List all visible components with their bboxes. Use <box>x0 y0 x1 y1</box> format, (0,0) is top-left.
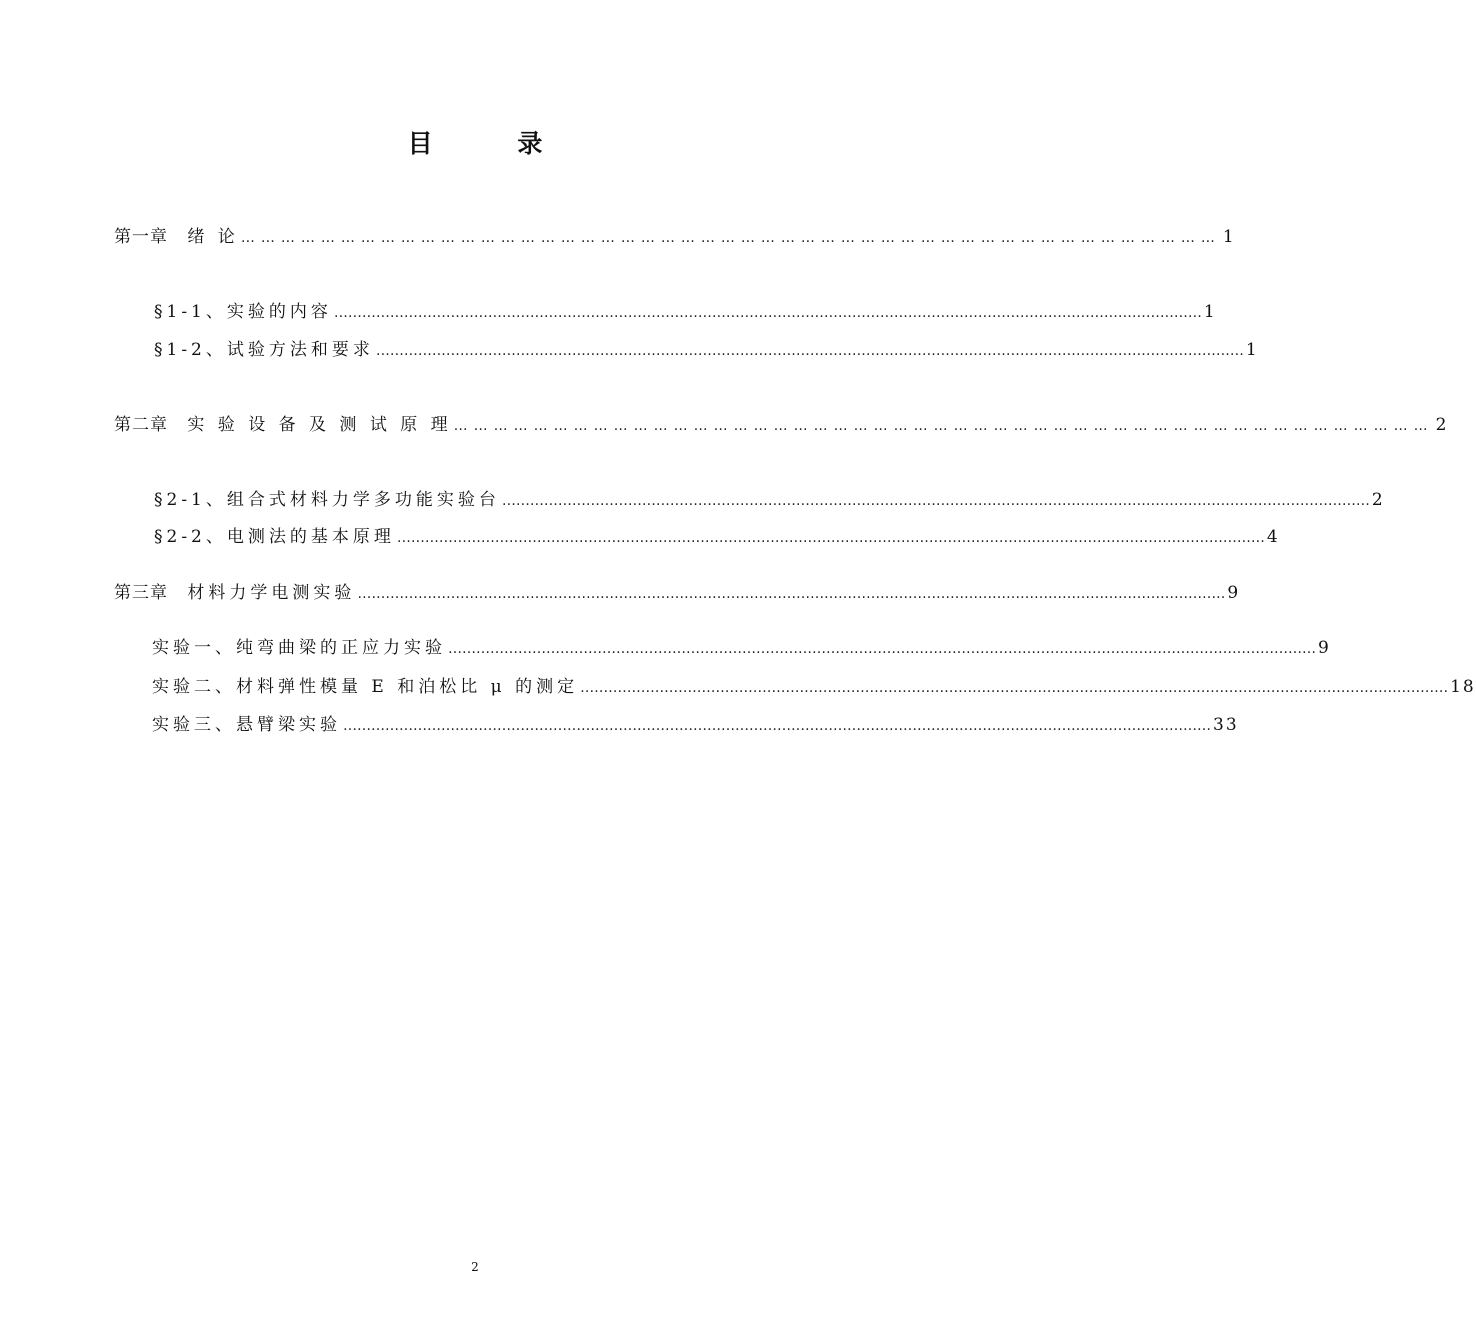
section-title: §2-1、组合式材料力学多功能实验台 <box>154 490 500 510</box>
page-number: 9 <box>1318 638 1331 658</box>
section-title: §1-2、试验方法和要求 <box>154 340 374 360</box>
chapter-title: 材料力学电测实验 <box>187 583 356 603</box>
page-number: 33 <box>1213 715 1239 735</box>
footer-page-number: 2 <box>471 1260 479 1274</box>
experiment-title: 实验二、材料弹性模量 E 和泊松比 μ 的测定 <box>152 677 579 697</box>
section-title: §1-1、实验的内容 <box>154 302 332 322</box>
page-number: 4 <box>1266 527 1280 547</box>
page-number: 1 <box>1245 340 1259 360</box>
dot-leader: …………………………………………………………………………………………………………………………………………………………………… <box>448 641 1316 657</box>
toc-entry-experiment-1[interactable] <box>152 633 1331 658</box>
toc-entry-chapter-2[interactable] <box>114 410 1449 435</box>
toc-entry-section-2-1[interactable] <box>154 485 1385 510</box>
toc-entry-section-2-2[interactable] <box>154 522 1280 547</box>
page-number: 1 <box>1222 227 1236 247</box>
toc-entry-section-1-2[interactable] <box>154 335 1259 360</box>
dot-leader: …………………………………………………………………………………………………………………………………………………………………… <box>501 493 1370 509</box>
page-number: 9 <box>1227 583 1241 603</box>
chapter-prefix: 第二章 <box>114 415 168 435</box>
toc-entry-chapter-1[interactable] <box>114 222 1236 247</box>
dot-leader: …………………………………………………………………………………………………………………………………………………………………… <box>396 530 1265 546</box>
experiment-title: 实验三、悬臂梁实验 <box>152 715 341 735</box>
dot-leader: …………………………………………………………………………………………………………………………………………………………………… <box>333 305 1202 321</box>
toc-entry-experiment-2[interactable] <box>152 672 1476 697</box>
chapter-prefix: 第三章 <box>114 583 168 603</box>
section-title: §2-2、电测法的基本原理 <box>154 527 395 547</box>
toc-entry-section-1-1[interactable] <box>154 297 1217 322</box>
dot-leader: …………………………………………………………………………………………………………………………………………………………………… <box>343 718 1211 734</box>
dot-leader: …………………………………………………………………………………………………………………………………………………………………… <box>375 343 1244 359</box>
page-number: 2 <box>1371 490 1385 510</box>
toc-entry-experiment-3[interactable] <box>152 710 1239 735</box>
toc-title: 目 录 <box>407 129 581 158</box>
page-number: 18 <box>1450 677 1476 697</box>
chapter-title: 绪 论 <box>187 227 239 247</box>
chapter-prefix: 第一章 <box>114 227 168 247</box>
dot-leader: …………………………………………………………………………………………………………………………………………………………………… <box>357 586 1226 602</box>
dot-leader: ………………………………………………………………………………………………………………………………… <box>453 418 1434 434</box>
page-number: 1 <box>1203 302 1217 322</box>
toc-entry-chapter-3[interactable] <box>114 578 1241 603</box>
page-number: 2 <box>1435 415 1449 435</box>
dot-leader: ………………………………………………………………………………………………………………………………… <box>240 230 1221 246</box>
chapter-title: 实 验 设 备 及 测 试 原 理 <box>187 415 452 435</box>
dot-leader: …………………………………………………………………………………………………………………………………………………………………… <box>580 680 1449 696</box>
experiment-title: 实验一、纯弯曲梁的正应力实验 <box>152 638 446 658</box>
